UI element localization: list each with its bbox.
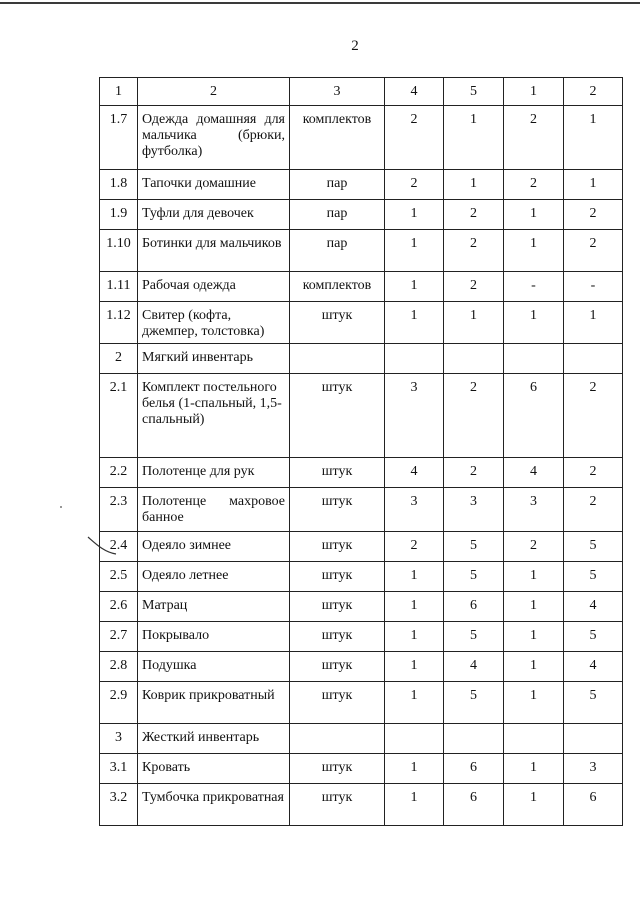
item-unit (290, 344, 385, 374)
item-number: 2.1 (100, 374, 138, 458)
item-quantity: 1 (385, 592, 444, 622)
item-quantity: 6 (444, 592, 504, 622)
item-quantity: 5 (564, 562, 623, 592)
item-unit: штук (290, 682, 385, 724)
item-quantity: 5 (444, 532, 504, 562)
item-quantity: 2 (385, 532, 444, 562)
item-quantity: 6 (504, 374, 564, 458)
item-name: Комплект постельного белья (1-спальный, 1,5- спальный) (138, 374, 290, 458)
item-quantity: 2 (564, 200, 623, 230)
item-quantity: 2 (504, 106, 564, 170)
item-quantity: 1 (385, 200, 444, 230)
column-number: 1 (100, 78, 138, 106)
item-number: 2.5 (100, 562, 138, 592)
item-unit: пар (290, 170, 385, 200)
item-quantity: 5 (564, 532, 623, 562)
item-unit: штук (290, 374, 385, 458)
item-unit: штук (290, 784, 385, 826)
item-number: 2 (100, 344, 138, 374)
table-row (100, 488, 623, 532)
top-scan-border (0, 2, 640, 4)
item-quantity: 2 (444, 374, 504, 458)
item-quantity: 1 (504, 784, 564, 826)
item-unit: пар (290, 230, 385, 272)
table-row (100, 106, 623, 170)
table-row (100, 532, 623, 562)
item-quantity: 1 (504, 622, 564, 652)
item-number: 1.12 (100, 302, 138, 344)
table-row (100, 754, 623, 784)
item-number: 3.2 (100, 784, 138, 826)
item-unit (290, 724, 385, 754)
item-number: 1.11 (100, 272, 138, 302)
item-quantity: 1 (504, 682, 564, 724)
column-number: 4 (385, 78, 444, 106)
table-row (100, 724, 623, 754)
item-quantity: 2 (444, 458, 504, 488)
item-quantity: 1 (385, 302, 444, 344)
item-quantity: 1 (385, 754, 444, 784)
item-quantity: 2 (564, 458, 623, 488)
table-row (100, 562, 623, 592)
item-name: Ботинки для мальчиков (138, 230, 290, 272)
item-quantity: 2 (444, 272, 504, 302)
item-number: 2.7 (100, 622, 138, 652)
item-unit: штук (290, 562, 385, 592)
column-number: 5 (444, 78, 504, 106)
table-row (100, 170, 623, 200)
item-quantity: 1 (504, 652, 564, 682)
item-number: 2.6 (100, 592, 138, 622)
item-quantity: 6 (444, 784, 504, 826)
item-name: Кровать (138, 754, 290, 784)
item-quantity: 1 (385, 562, 444, 592)
scan-speck (60, 506, 62, 508)
item-quantity: 1 (504, 200, 564, 230)
item-name: Тапочки домашние (138, 170, 290, 200)
item-unit: штук (290, 622, 385, 652)
table-row (100, 622, 623, 652)
item-quantity (444, 724, 504, 754)
column-number: 1 (504, 78, 564, 106)
item-quantity: 3 (444, 488, 504, 532)
item-name: Рабочая одежда (138, 272, 290, 302)
item-quantity: 2 (564, 374, 623, 458)
table-row (100, 592, 623, 622)
item-quantity: 1 (444, 302, 504, 344)
item-number: 1.9 (100, 200, 138, 230)
item-name: Тумбочка прикроватная (138, 784, 290, 826)
table-row (100, 784, 623, 826)
item-quantity: 1 (564, 170, 623, 200)
item-quantity: 4 (504, 458, 564, 488)
item-quantity: 4 (385, 458, 444, 488)
item-quantity: 1 (564, 106, 623, 170)
item-unit: штук (290, 458, 385, 488)
table-row (100, 344, 623, 374)
table-row (100, 374, 623, 458)
item-quantity: 5 (444, 562, 504, 592)
item-name: Полотенце махровое банное (138, 488, 290, 532)
item-number: 2.3 (100, 488, 138, 532)
item-name: Жесткий инвентарь (138, 724, 290, 754)
item-quantity: 1 (385, 652, 444, 682)
item-name: Туфли для девочек (138, 200, 290, 230)
item-number: 1.10 (100, 230, 138, 272)
column-number: 2 (138, 78, 290, 106)
table-row (100, 272, 623, 302)
item-name: Полотенце для рук (138, 458, 290, 488)
item-quantity: 1 (385, 272, 444, 302)
item-quantity: 4 (564, 592, 623, 622)
item-quantity (504, 344, 564, 374)
item-name: Покрывало (138, 622, 290, 652)
item-name: Одежда домашняя для мальчика (брюки, футболка) (138, 106, 290, 170)
item-quantity: 1 (504, 592, 564, 622)
item-number: 3 (100, 724, 138, 754)
item-quantity: 5 (444, 622, 504, 652)
item-unit: штук (290, 592, 385, 622)
item-quantity: 4 (444, 652, 504, 682)
item-quantity: 5 (564, 682, 623, 724)
item-quantity: 6 (444, 754, 504, 784)
table-row (100, 302, 623, 344)
item-number: 2.8 (100, 652, 138, 682)
item-quantity: 2 (444, 230, 504, 272)
item-quantity: 2 (385, 170, 444, 200)
item-quantity: - (564, 272, 623, 302)
table-row (100, 230, 623, 272)
item-quantity: 2 (504, 170, 564, 200)
item-quantity: 3 (564, 754, 623, 784)
table-row (100, 458, 623, 488)
item-quantity: 1 (564, 302, 623, 344)
column-number: 2 (564, 78, 623, 106)
item-quantity: 1 (504, 562, 564, 592)
item-quantity: 4 (564, 652, 623, 682)
item-unit: комплектов (290, 272, 385, 302)
item-unit: комплектов (290, 106, 385, 170)
column-number: 3 (290, 78, 385, 106)
item-unit: штук (290, 488, 385, 532)
item-quantity: 5 (444, 682, 504, 724)
item-quantity: 2 (444, 200, 504, 230)
item-quantity: - (504, 272, 564, 302)
item-name: Матрац (138, 592, 290, 622)
item-unit: штук (290, 302, 385, 344)
item-number: 1.7 (100, 106, 138, 170)
item-quantity: 2 (504, 532, 564, 562)
item-quantity (504, 724, 564, 754)
item-quantity (444, 344, 504, 374)
item-quantity: 1 (385, 230, 444, 272)
item-number: 2.9 (100, 682, 138, 724)
item-quantity (385, 724, 444, 754)
inventory-table (99, 77, 623, 826)
item-name: Свитер (кофта, джемпер, толстовка) (138, 302, 290, 344)
item-quantity: 2 (385, 106, 444, 170)
item-quantity: 1 (504, 754, 564, 784)
item-quantity (564, 344, 623, 374)
item-number: 1.8 (100, 170, 138, 200)
item-name: Коврик прикроватный (138, 682, 290, 724)
item-quantity (564, 724, 623, 754)
item-unit: штук (290, 532, 385, 562)
item-quantity: 1 (504, 230, 564, 272)
item-quantity (385, 344, 444, 374)
table-row (100, 682, 623, 724)
item-number: 2.4 (100, 532, 138, 562)
table-row (100, 200, 623, 230)
column-number-row (100, 78, 623, 106)
item-quantity: 1 (385, 682, 444, 724)
item-name: Мягкий инвентарь (138, 344, 290, 374)
item-name: Подушка (138, 652, 290, 682)
item-quantity: 2 (564, 488, 623, 532)
item-quantity: 1 (385, 622, 444, 652)
item-quantity: 3 (385, 488, 444, 532)
item-unit: штук (290, 754, 385, 784)
item-name: Одеяло летнее (138, 562, 290, 592)
item-quantity: 1 (444, 170, 504, 200)
item-number: 3.1 (100, 754, 138, 784)
item-quantity: 1 (385, 784, 444, 826)
item-quantity: 5 (564, 622, 623, 652)
page-number: 2 (351, 38, 359, 54)
item-quantity: 3 (385, 374, 444, 458)
item-quantity: 1 (504, 302, 564, 344)
item-quantity: 3 (504, 488, 564, 532)
table-row (100, 652, 623, 682)
item-unit: штук (290, 652, 385, 682)
item-name: Одеяло зимнее (138, 532, 290, 562)
item-quantity: 2 (564, 230, 623, 272)
item-quantity: 1 (444, 106, 504, 170)
item-number: 2.2 (100, 458, 138, 488)
item-quantity: 6 (564, 784, 623, 826)
item-unit: пар (290, 200, 385, 230)
